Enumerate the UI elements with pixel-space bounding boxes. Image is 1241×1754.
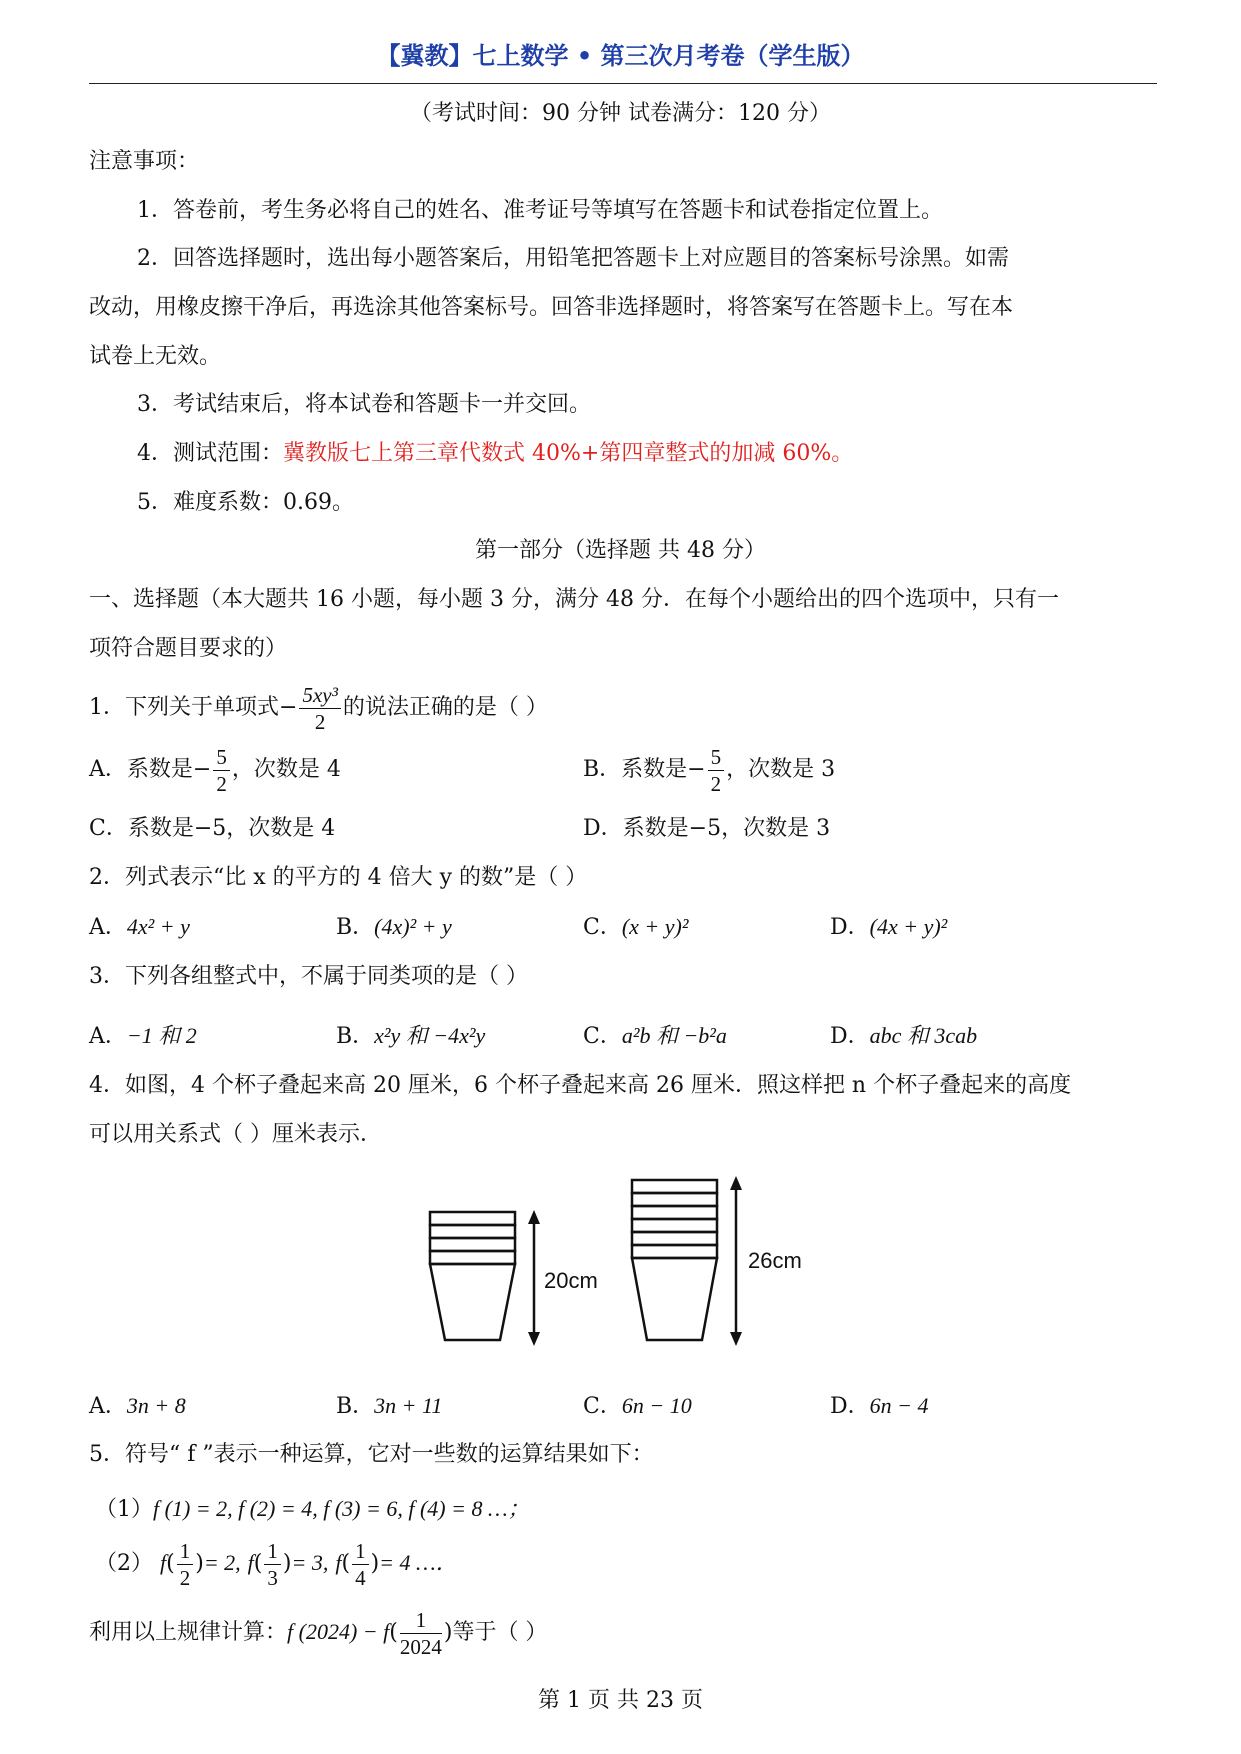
q1-a-num: 5 xyxy=(213,744,230,771)
q1-a-fraction xyxy=(213,744,230,797)
q2-d-label: D． xyxy=(830,915,870,940)
note-item-1: 1．答卷前，考生务必将自己的姓名、准考证号等填写在答题卡和试卷指定位置上。 xyxy=(137,198,943,223)
q1-minus: − xyxy=(279,695,298,720)
q1-a-minus: − xyxy=(192,757,212,782)
q5-paren: ( xyxy=(166,1551,175,1576)
q1-option-a[interactable] xyxy=(89,742,341,798)
q4-option-b[interactable] xyxy=(336,1391,442,1422)
cup-stack-6 xyxy=(632,1180,717,1340)
q5-frac3-num: 1 xyxy=(352,1538,369,1565)
q3-a-expr: −1 和 2 xyxy=(126,1023,197,1048)
q4-d-label: D． xyxy=(830,1394,870,1419)
q5-paren-close: ) xyxy=(195,1551,204,1576)
q5-frac2-num: 1 xyxy=(264,1538,281,1565)
q2-c-label: C． xyxy=(583,915,622,940)
q2-option-a[interactable] xyxy=(89,912,190,943)
q5-f-1: f xyxy=(160,1550,167,1575)
q2-c-expr: (x + y)² xyxy=(621,914,689,939)
q3-d-expr: abc 和 3cab xyxy=(869,1023,978,1048)
q5-calc-num: 1 xyxy=(400,1607,442,1634)
q1-option-c[interactable]: C．系数是−5，次数是 4 xyxy=(89,816,336,841)
q2-option-c[interactable] xyxy=(583,912,688,943)
note-item-4 xyxy=(137,439,853,469)
q5-frac3-den: 4 xyxy=(355,1565,366,1590)
q2-a-label: A． xyxy=(89,915,127,940)
q5-paren: ( xyxy=(341,1551,351,1576)
q2-option-b[interactable] xyxy=(336,912,452,943)
q5-calc-paren: ( xyxy=(389,1620,398,1645)
q5-calc-den: 2024 xyxy=(399,1634,442,1659)
q5-val-1: = 2, xyxy=(203,1550,241,1575)
q5-calc-suffix: 等于（ ） xyxy=(452,1620,548,1645)
header-divider xyxy=(89,83,1157,84)
test-range: 冀教版七上第三章代数式 40%+第四章整式的加减 60%。 xyxy=(283,441,854,466)
q4-d-expr: 6n − 4 xyxy=(869,1393,929,1418)
note-item-5: 5．难度系数：0.69。 xyxy=(137,490,354,515)
part-title: 第一部分（选择题 共 48 分） xyxy=(475,538,766,563)
cup-stack-4 xyxy=(430,1212,515,1340)
q5-val-3: = 4 …． xyxy=(379,1550,458,1575)
q3-option-b[interactable] xyxy=(336,1021,485,1052)
q3-b-expr: x²y 和 −4x²y xyxy=(374,1023,486,1048)
note-item-3: 3．考试结束后，将本试卷和答题卡一并交回。 xyxy=(137,392,591,417)
q5-frac1-num: 1 xyxy=(177,1538,194,1565)
q5-frac2-den: 3 xyxy=(267,1565,278,1590)
question-3-stem: 3．下列各组整式中，不属于同类项的是（ ） xyxy=(89,964,528,989)
q5-f-3: f xyxy=(335,1550,342,1575)
q5-val-2: = 3, xyxy=(291,1550,329,1575)
q1-fraction xyxy=(299,682,340,735)
height-arrow-26 xyxy=(730,1176,742,1346)
q4-b-expr: 3n + 11 xyxy=(374,1393,443,1418)
q1-b-minus: − xyxy=(687,757,706,782)
exam-info: （考试时间：90 分钟 试卷满分：120 分） xyxy=(410,101,831,126)
q5-line2-label: （2） xyxy=(95,1551,153,1576)
q5-calc-line xyxy=(89,1604,547,1661)
q1-stem-suffix: 的说法正确的是（ ） xyxy=(342,695,548,720)
q2-b-label: B． xyxy=(336,915,375,940)
q2-option-d[interactable] xyxy=(830,912,947,943)
section-intro-line2: 项符合题目要求的） xyxy=(89,636,288,661)
q1-a-suffix: ，次数是 4 xyxy=(231,757,341,782)
q1-a-prefix: A．系数是 xyxy=(89,757,193,782)
q4-option-c[interactable] xyxy=(583,1391,692,1422)
q1-a-den: 2 xyxy=(216,771,227,796)
height-arrow-20 xyxy=(528,1210,540,1346)
q5-calc-prefix: 利用以上规律计算： xyxy=(89,1620,288,1645)
q3-d-label: D． xyxy=(830,1024,870,1049)
q3-c-label: C． xyxy=(583,1024,622,1049)
q5-f-2: f xyxy=(247,1550,254,1575)
q3-option-d[interactable] xyxy=(830,1021,977,1052)
q5-calc-expr: f (2024) − f xyxy=(287,1619,390,1644)
q1-b-prefix: B．系数是 xyxy=(583,757,688,782)
q4-c-expr: 6n − 10 xyxy=(621,1393,692,1418)
q5-frac-3 xyxy=(352,1538,369,1591)
q5-paren-close: ) xyxy=(282,1551,292,1576)
q5-calc-frac xyxy=(400,1607,442,1660)
q1-b-suffix: ，次数是 3 xyxy=(726,757,836,782)
q4-c-label: C． xyxy=(583,1394,622,1419)
question-4-stem-line1: 4．如图，4 个杯子叠起来高 20 厘米，6 个杯子叠起来高 26 厘米．照这样把 n 个杯子叠起来的高度 xyxy=(89,1073,1072,1098)
question-2-stem: 2．列式表示“比 x 的平方的 4 倍大 y 的数”是（ ） xyxy=(89,865,588,890)
q1-option-b[interactable] xyxy=(583,742,835,798)
q5-frac-2 xyxy=(264,1538,281,1591)
label-26cm: 26cm xyxy=(748,1248,802,1273)
note-item-2-cont2: 试卷上无效。 xyxy=(89,344,222,369)
q4-a-label: A． xyxy=(89,1394,127,1419)
q1-b-num: 5 xyxy=(708,744,725,771)
q3-c-expr: a²b 和 −b²a xyxy=(621,1023,727,1048)
q1-b-den: 2 xyxy=(710,771,722,796)
q5-line1-label: （1） xyxy=(95,1497,153,1522)
note-item-2: 2．回答选择题时，选出每小题答案后，用铅笔把答题卡上对应题目的答案标号涂黑。如需 xyxy=(137,246,1010,271)
q4-option-d[interactable] xyxy=(830,1391,929,1422)
q3-b-label: B． xyxy=(336,1024,375,1049)
q5-paren: ( xyxy=(253,1551,263,1576)
note-item-4-prefix: 4．测试范围： xyxy=(137,441,283,466)
label-20cm: 20cm xyxy=(544,1268,598,1293)
page-footer: 第 1 页 共 23 页 xyxy=(538,1688,703,1713)
q5-line-2 xyxy=(95,1535,458,1592)
q4-b-label: B． xyxy=(336,1394,375,1419)
q1-frac-den: 2 xyxy=(314,709,326,734)
q5-frac1-den: 2 xyxy=(179,1565,191,1590)
q2-b-expr: (4x)² + y xyxy=(374,914,452,939)
page-header-title: 【冀教】七上数学 • 第三次月考卷（学生版） xyxy=(376,42,865,70)
q2-d-expr: (4x + y)² xyxy=(869,914,948,939)
question-4-stem-line2: 可以用关系式（ ）厘米表示． xyxy=(89,1122,382,1147)
q5-paren-close: ) xyxy=(370,1551,380,1576)
stacked-cups-figure xyxy=(420,1170,820,1370)
q1-stem-prefix: 1．下列关于单项式 xyxy=(89,695,279,720)
question-5-stem: 5．符号“ f ”表示一种运算，它对一些数的运算结果如下： xyxy=(89,1442,654,1467)
question-1-stem xyxy=(89,680,548,736)
q4-a-expr: 3n + 8 xyxy=(126,1393,186,1418)
q5-frac-1 xyxy=(177,1538,194,1591)
section-intro-line1: 一、选择题（本大题共 16 小题，每小题 3 分，满分 48 分．在每个小题给出的四个选项中，只有一 xyxy=(89,587,1059,612)
q5-line-1 xyxy=(95,1494,530,1525)
q3-option-a[interactable] xyxy=(89,1021,197,1052)
q1-b-fraction xyxy=(708,744,725,797)
q4-option-a[interactable] xyxy=(89,1391,186,1422)
q1-option-d[interactable]: D．系数是−5，次数是 3 xyxy=(583,816,831,841)
q1-frac-num: 5xy³ xyxy=(299,682,340,709)
q5-line1-expr: f (1) = 2, f (2) = 4, f (3) = 6, f (4) = 8 …； xyxy=(153,1496,530,1521)
q2-a-expr: 4x² + y xyxy=(126,914,190,939)
q3-a-label: A． xyxy=(89,1024,127,1049)
q5-calc-paren-close: ) xyxy=(443,1620,453,1645)
note-item-2-cont: 改动，用橡皮擦干净后，再选涂其他答案标号。回答非选择题时，将答案写在答题卡上。写在本 xyxy=(89,295,1014,320)
notes-heading: 注意事项： xyxy=(89,149,200,174)
q3-option-c[interactable] xyxy=(583,1021,727,1052)
